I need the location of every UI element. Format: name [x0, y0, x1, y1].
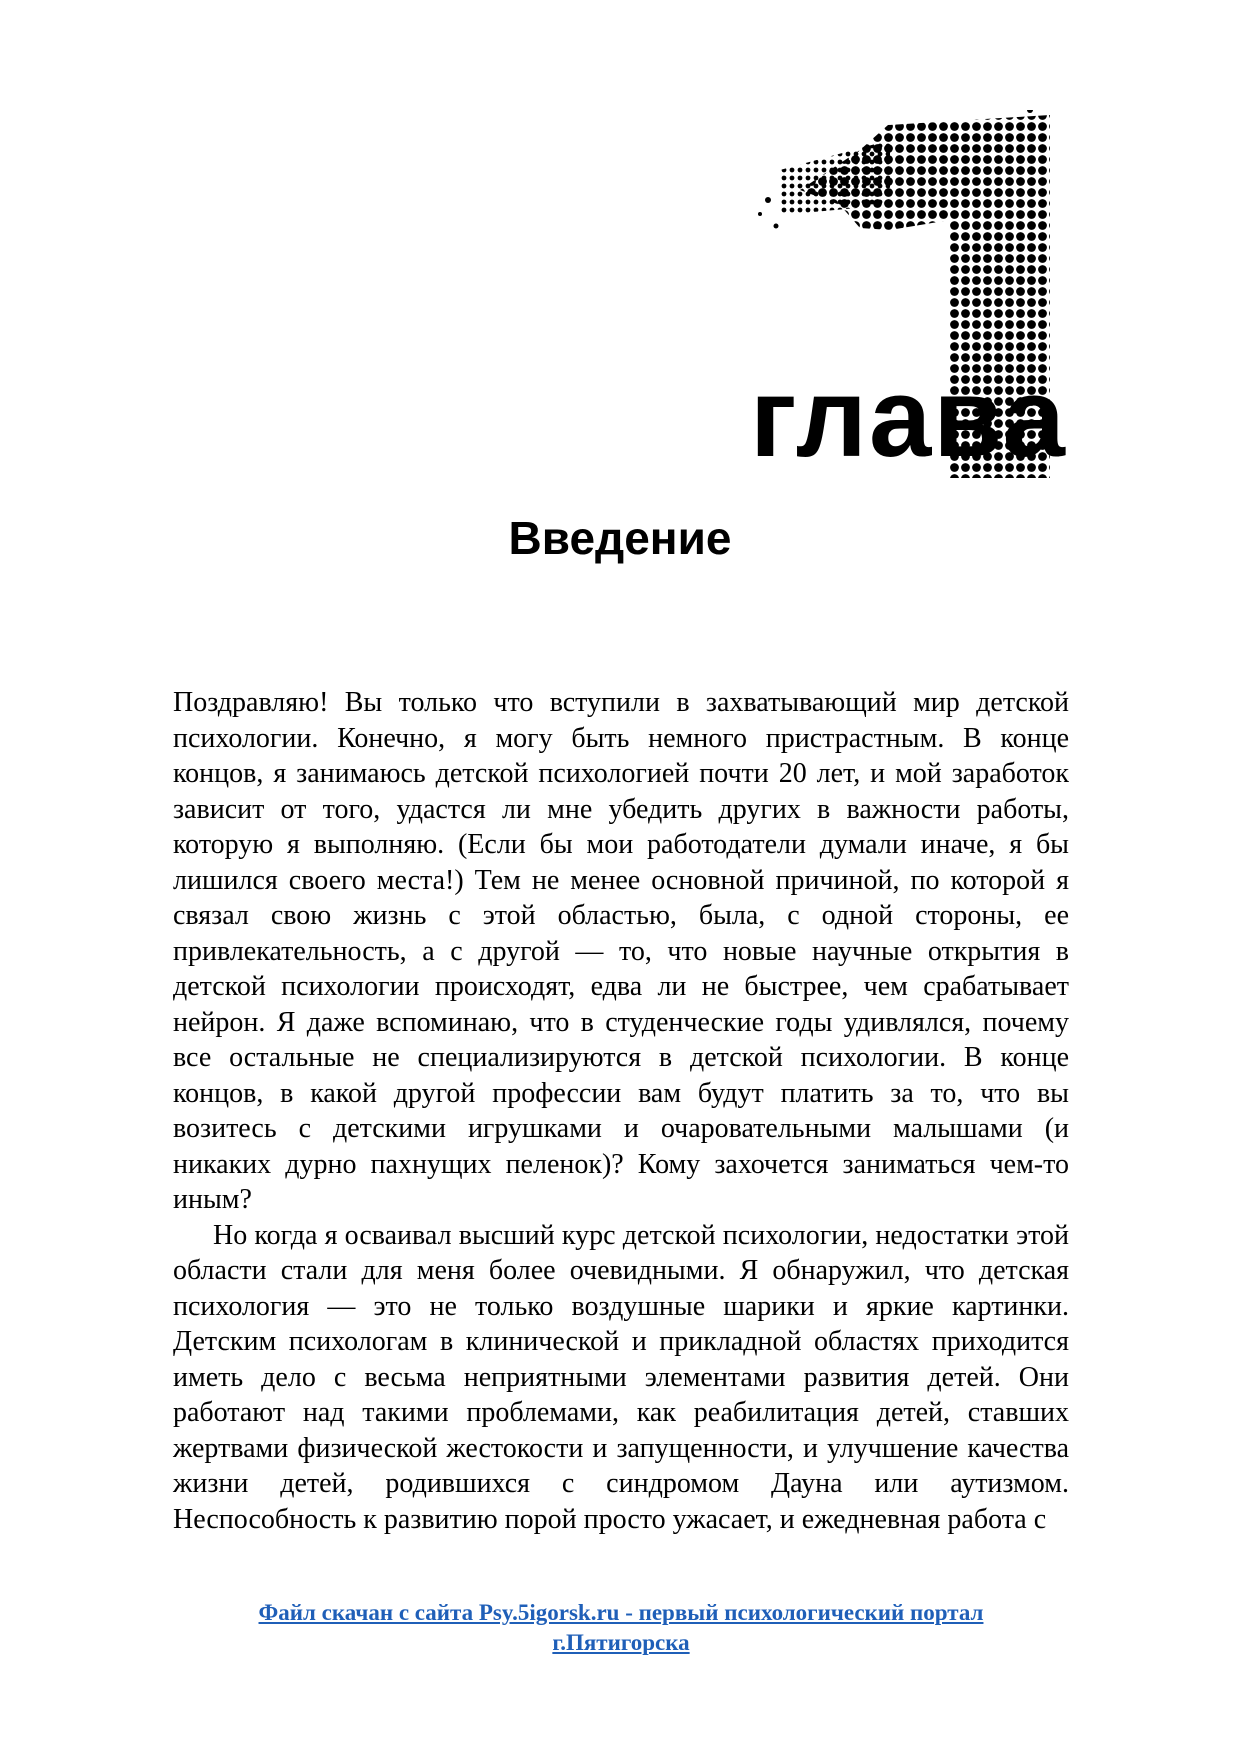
footer-link-line-2[interactable]: г.Пятигорска	[552, 1630, 690, 1655]
chapter-heading	[740, 110, 1070, 480]
footer-link-line-1[interactable]: Файл скачан с сайта Psy.5igorsk.ru - первый психологический портал	[258, 1600, 984, 1625]
chapter-title: Введение	[508, 512, 732, 564]
paragraph-2: Но когда я осваивал высший курс детской психологии, недостатки этой области стали для меня более очевидными. Я обнаружил, что детская психология — это не только воздушные шарики и яркие картинки. Детским психологам в клинической и прикладной областях приходится иметь дело с весьма неприятными элементами развития детей. Они работают над такими проблемами, как реабилитация детей, ставших жертвами физической жестокости и запущенности, и улучшение качества жизни детей, родившихся с синдромом Дауна или аутизмом. Неспособность к развитию порой просто ужасает, и ежедневная работа с	[173, 1219, 1069, 1535]
chapter-word: глава	[750, 355, 1067, 480]
paragraph-1: Поздравляю! Вы только что вступили в захватывающий мир детской психологии. Конечно, я могу быть немного пристрастным. В конце концов, я занимаюсь детской психологией почти 20 лет, и мой заработок зависит от того, удастся ли мне убедить других в важности работы, которую я выполняю. (Если бы мои работодатели думали иначе, я бы лишился своего места!) Тем не менее основной причиной, по которой я связал свою жизнь с этой областью, была, с одной стороны, ее привлекательность, а с другой — то, что новые научные открытия в детской психологии происходят, едва ли не быстрее, чем срабатывает нейрон. Я даже вспоминаю, что в студенческие годы удивлялся, почему все остальные не специализируются в детской психологии. В конце концов, в какой другой профессии вам будут платить за то, что вы возитесь с детскими игрушками и очаровательными малышами (и никаких дурно пахнущих пеленок)? Кому захочется заниматься чем-то иным?	[173, 687, 1069, 1215]
footer-source-link[interactable]	[173, 1598, 1069, 1658]
body-text	[173, 685, 1069, 1537]
